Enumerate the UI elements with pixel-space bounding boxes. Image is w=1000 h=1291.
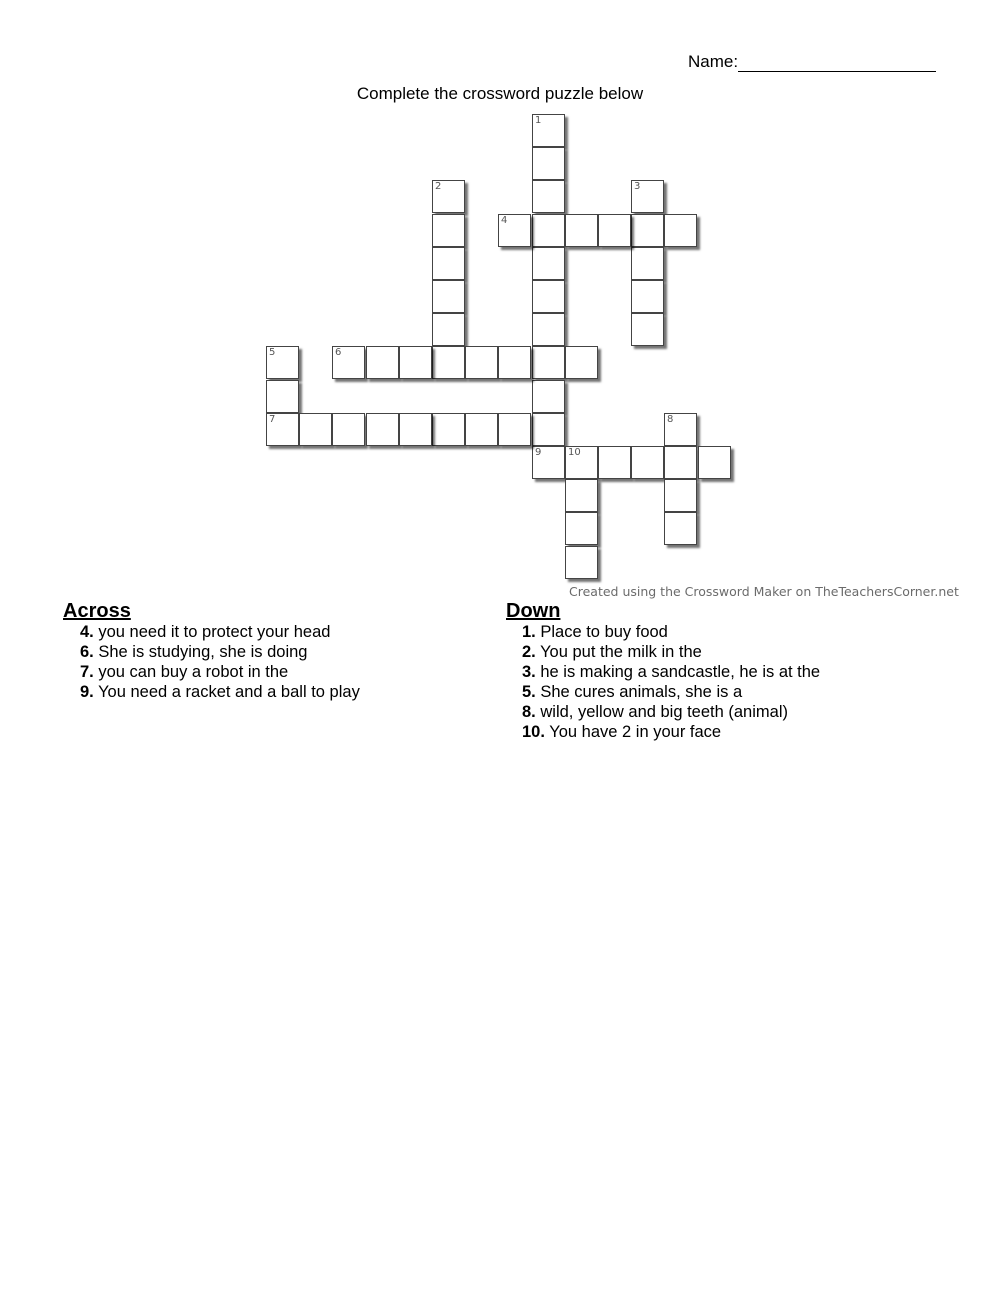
crossword-cell[interactable] [432,180,465,213]
crossword-cell[interactable] [266,413,299,446]
crossword-cell[interactable] [532,413,565,446]
clue-number: 4 [501,215,508,226]
clue-number: 5 [269,347,276,358]
clue-number: 2 [435,181,442,192]
clue-across-4: 4. you need it to protect your head [80,623,331,641]
crossword-cell[interactable] [266,380,299,413]
crossword-cell[interactable] [432,313,465,346]
clue-down-3: 3. he is making a sandcastle, he is at the [522,663,821,681]
crossword-cell[interactable] [565,446,598,479]
crossword-cell[interactable] [631,180,664,213]
crossword-cell[interactable] [266,346,299,379]
crossword-cell[interactable] [698,446,731,479]
clue-number: 6 [335,347,342,358]
crossword-cell[interactable] [532,313,565,346]
crossword-cell[interactable] [399,346,432,379]
crossword-cell[interactable] [299,413,332,446]
crossword-grid [0,0,1000,600]
crossword-cell[interactable] [631,280,664,313]
crossword-cell[interactable] [664,479,697,512]
crossword-cell[interactable] [532,380,565,413]
clue-down-5: 5. She cures animals, she is a [522,683,743,701]
crossword-cell[interactable] [432,214,465,247]
across-heading: Across [63,600,131,622]
clue-across-7: 7. you can buy a robot in the [80,663,289,681]
clue-down-2: 2. You put the milk in the [522,643,702,661]
crossword-cell[interactable] [664,512,697,545]
clue-number: 1 [535,115,542,126]
crossword-cell[interactable] [465,413,498,446]
crossword-cell[interactable] [432,346,465,379]
crossword-cell[interactable] [532,147,565,180]
crossword-cell[interactable] [399,413,432,446]
crossword-cell[interactable] [432,247,465,280]
crossword-cell[interactable] [532,280,565,313]
crossword-cell[interactable] [532,114,565,147]
crossword-cell[interactable] [332,346,365,379]
crossword-cell[interactable] [598,214,631,247]
crossword-cell[interactable] [565,512,598,545]
crossword-cell[interactable] [631,247,664,280]
clue-across-9: 9. You need a racket and a ball to play [80,683,360,701]
clue-number: 7 [269,414,276,425]
crossword-cell[interactable] [565,346,598,379]
credit-text: Created using the Crossword Maker on TheTeachersCorner.net [569,584,959,599]
clue-number: 3 [634,181,641,192]
crossword-cell[interactable] [598,446,631,479]
crossword-cell[interactable] [366,413,399,446]
crossword-cell[interactable] [664,413,697,446]
crossword-cell[interactable] [631,313,664,346]
crossword-cell[interactable] [532,214,565,247]
crossword-cell[interactable] [664,446,697,479]
crossword-cell[interactable] [465,346,498,379]
clue-across-6: 6. She is studying, she is doing [80,643,308,661]
crossword-cell[interactable] [532,180,565,213]
across-clues [63,600,360,702]
clue-down-8: 8. wild, yellow and big teeth (animal) [522,703,788,721]
crossword-cell[interactable] [664,214,697,247]
instructions-text: Complete the crossword puzzle below [356,84,644,103]
crossword-cell[interactable] [532,346,565,379]
crossword-cell[interactable] [565,214,598,247]
name-label: Name: [688,52,739,71]
crossword-cell[interactable] [332,413,365,446]
crossword-cell[interactable] [565,479,598,512]
clue-number: 9 [535,447,542,458]
down-heading: Down [506,600,561,622]
crossword-cell[interactable] [498,214,531,247]
clue-number: 8 [667,414,674,425]
clue-down-10: 10. You have 2 in your face [522,723,722,741]
crossword-cell[interactable] [366,346,399,379]
crossword-cell[interactable] [631,446,664,479]
crossword-cell[interactable] [532,446,565,479]
crossword-cell[interactable] [532,247,565,280]
crossword-cell[interactable] [498,413,531,446]
crossword-cell[interactable] [565,546,598,579]
clue-down-1: 1. Place to buy food [522,623,668,641]
clue-number: 10 [568,447,581,458]
crossword-cell[interactable] [498,346,531,379]
crossword-cell[interactable] [432,280,465,313]
down-clues [506,600,820,742]
crossword-cell[interactable] [432,413,465,446]
crossword-cell[interactable] [631,214,664,247]
